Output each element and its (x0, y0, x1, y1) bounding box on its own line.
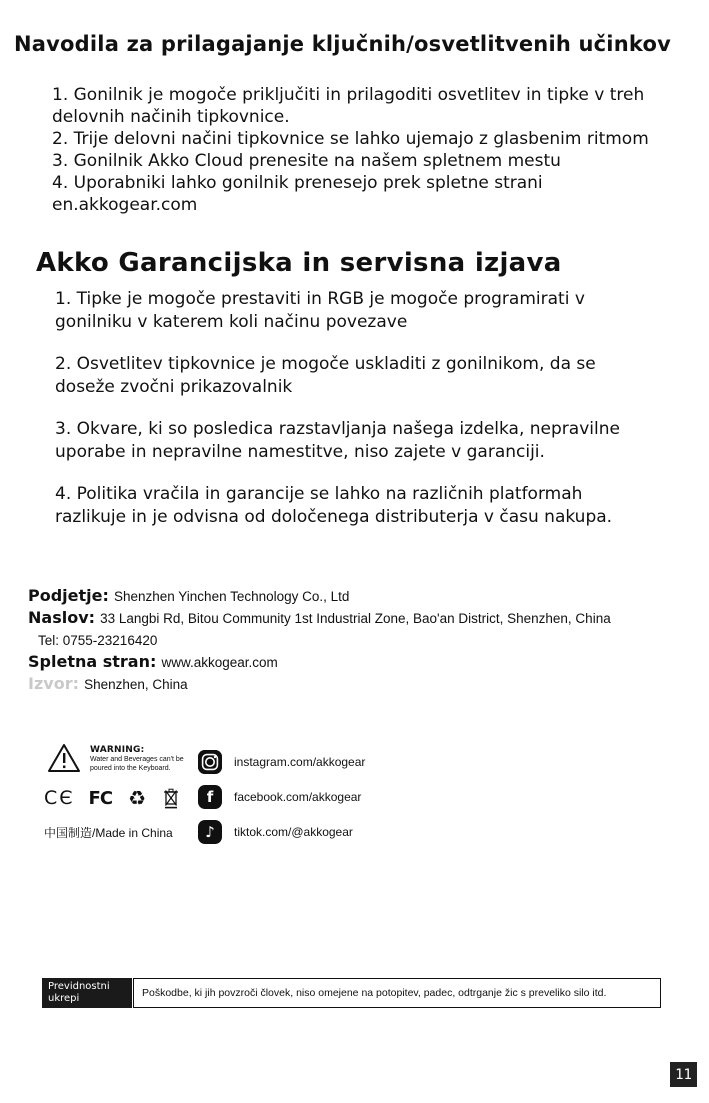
made-in-china-label: 中国制造/Made in China (44, 826, 173, 840)
fcc-mark-icon: FC (88, 787, 113, 809)
tiktok-icon: ♪ (198, 820, 222, 844)
warning-block (46, 742, 205, 778)
company-value: Shenzhen Yinchen Technology Co., Ltd (113, 589, 350, 604)
social-row-facebook (198, 785, 365, 809)
warranty-item-3: 3. Okvare, ki so posledica razstavljanja našega izdelka, nepravilne uporabe in nepravilne namestitve, niso zajete v garanciji. (55, 419, 620, 462)
social-row-tiktok (198, 820, 365, 844)
social-row-instagram (198, 750, 365, 774)
precaution-text-box (133, 978, 661, 1008)
facebook-icon: f (198, 785, 222, 809)
warranty-section-title: Akko Garancijska in servisna izjava (36, 248, 562, 278)
warranty-list (55, 288, 655, 548)
intro-item-1: 1. Gonilnik je mogoče priključiti in prilagoditi osvetlitev in tipke v treh delovnih načinih tipkovnice. (52, 85, 645, 127)
intro-list (52, 84, 687, 216)
origin-value: Shenzhen, China (84, 677, 188, 692)
ce-mark-icon: CЄ (44, 787, 75, 809)
address-label: Naslov: (28, 608, 96, 627)
recycle-icon: ♻ (128, 786, 146, 810)
warranty-item-4: 4. Politika vračila in garancije se lahko na različnih platformah razlikuje in je odvisna od določenega distributerja v času nakupa. (55, 484, 613, 527)
precaution-strip (42, 978, 661, 1008)
instagram-icon (198, 750, 222, 774)
warning-line2: poured into the Keyboard. (90, 765, 171, 772)
precaution-badge-line1: Previdnostni (48, 981, 110, 992)
origin-label: Izvor: (28, 674, 79, 693)
address-value: 33 Langbi Rd, Bitou Community 1st Industrial Zone, Bao'an District, Shenzhen, China (100, 611, 611, 626)
company-row (28, 586, 611, 608)
tiktok-handle: tiktok.com/@akkogear (234, 825, 353, 839)
precaution-badge (42, 978, 132, 1008)
certification-icons (44, 786, 180, 810)
social-links (198, 750, 365, 844)
intro-item-2: 2. Trije delovni načini tipkovnice se lahko ujemajo z glasbenim ritmom (52, 129, 649, 149)
origin-row (28, 674, 611, 696)
facebook-handle: facebook.com/akkogear (234, 790, 362, 804)
precaution-text: Poškodbe, ki jih povzroči človek, niso omejene na potopitev, padec, odtrganje žic s preveliko silo itd. (142, 987, 607, 999)
intro-item-4: 4. Uporabniki lahko gonilnik prenesejo prek spletne strani en.akkogear.com (52, 173, 543, 215)
warning-triangle-icon (46, 742, 82, 778)
page-number: 11 (670, 1062, 697, 1087)
website-value: www.akkogear.com (161, 655, 278, 670)
instagram-handle: instagram.com/akkogear (234, 755, 366, 769)
tel-row (28, 630, 611, 652)
company-info (28, 586, 611, 696)
warning-title: WARNING: (90, 745, 145, 755)
tel-value: Tel: 0755-23216420 (38, 633, 158, 648)
website-label: Spletna stran: (28, 652, 157, 671)
warranty-item-1: 1. Tipke je mogoče prestaviti in RGB je mogoče programirati v gonilniku v katerem koli načinu povezave (55, 289, 585, 332)
warranty-item-2: 2. Osvetlitev tipkovnice je mogoče uskladiti z gonilnikom, da se doseže zvočni prikazovalnik (55, 354, 596, 397)
intro-item-3: 3. Gonilnik Akko Cloud prenesite na našem spletnem mestu (52, 151, 561, 171)
address-row (28, 608, 611, 630)
warning-text (90, 742, 205, 773)
warning-line1: Water and Beverages can't be (90, 756, 184, 763)
website-row (28, 652, 611, 674)
page-title: Navodila za prilagajanje ključnih/osvetlitvenih učinkov (14, 32, 671, 56)
precaution-badge-line2: ukrepi (48, 993, 80, 1004)
weee-bin-icon (162, 787, 180, 809)
company-label: Podjetje: (28, 586, 109, 605)
